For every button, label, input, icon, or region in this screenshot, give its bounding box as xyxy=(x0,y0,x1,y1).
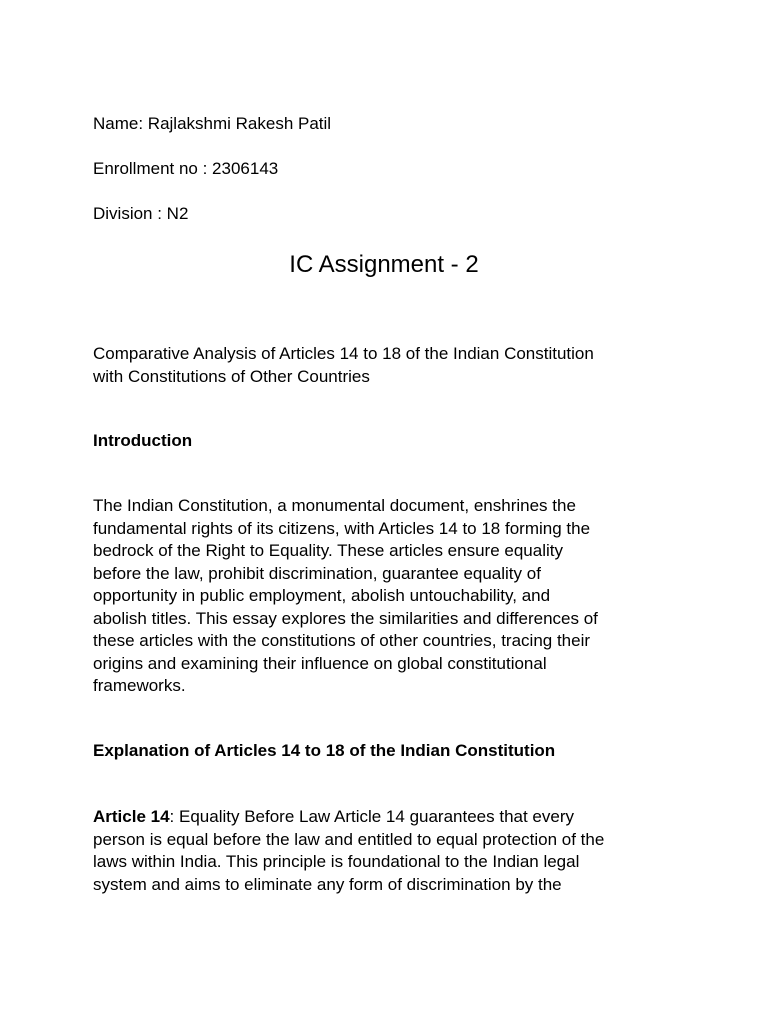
introduction-paragraph xyxy=(93,495,693,698)
paragraph-line xyxy=(93,806,693,829)
explanation-heading: Explanation of Articles 14 to 18 of the Indian Constitution xyxy=(93,741,556,760)
paragraph-line: fundamental rights of its citizens, with Articles 14 to 18 forming the xyxy=(93,518,591,538)
division: Division : N2 xyxy=(93,204,189,223)
paragraph-line: these articles with the constitutions of other countries, tracing their xyxy=(93,631,591,650)
paragraph-line: laws within India. This principle is foundational to the Indian legal xyxy=(93,852,580,871)
paragraph-line: frameworks. xyxy=(93,676,186,695)
paragraph-line: origins and examining their influence on global constitutional xyxy=(93,653,547,673)
subject-line: Comparative Analysis of Articles 14 to 18 of the Indian Constitution xyxy=(93,344,594,363)
paragraph-line: before the law, prohibit discrimination, guarantee equality of xyxy=(93,563,541,583)
article-14-first-line: : Equality Before Law Article 14 guarantees that every xyxy=(169,807,575,826)
article-14-label: Article 14 xyxy=(93,807,170,826)
assignment-title: IC Assignment - 2 xyxy=(289,251,479,278)
subject-heading xyxy=(93,343,693,388)
paragraph-line: abolish titles. This essay explores the similarities and differences of xyxy=(93,608,598,628)
article-14-paragraph xyxy=(93,806,693,896)
student-name: Name: Rajlakshmi Rakesh Patil xyxy=(93,114,332,133)
enrollment-number: Enrollment no : 2306143 xyxy=(93,159,279,178)
paragraph-line: opportunity in public employment, abolish untouchability, and xyxy=(93,586,551,605)
paragraph-line: system and aims to eliminate any form of discrimination by the xyxy=(93,874,562,894)
paragraph-line: person is equal before the law and entitled to equal protection of the xyxy=(93,829,605,849)
subject-line: with Constitutions of Other Countries xyxy=(93,366,370,386)
paragraph-line: bedrock of the Right to Equality. These articles ensure equality xyxy=(93,541,563,560)
paragraph-line: The Indian Constitution, a monumental document, enshrines the xyxy=(93,496,576,515)
introduction-heading: Introduction xyxy=(93,431,193,450)
